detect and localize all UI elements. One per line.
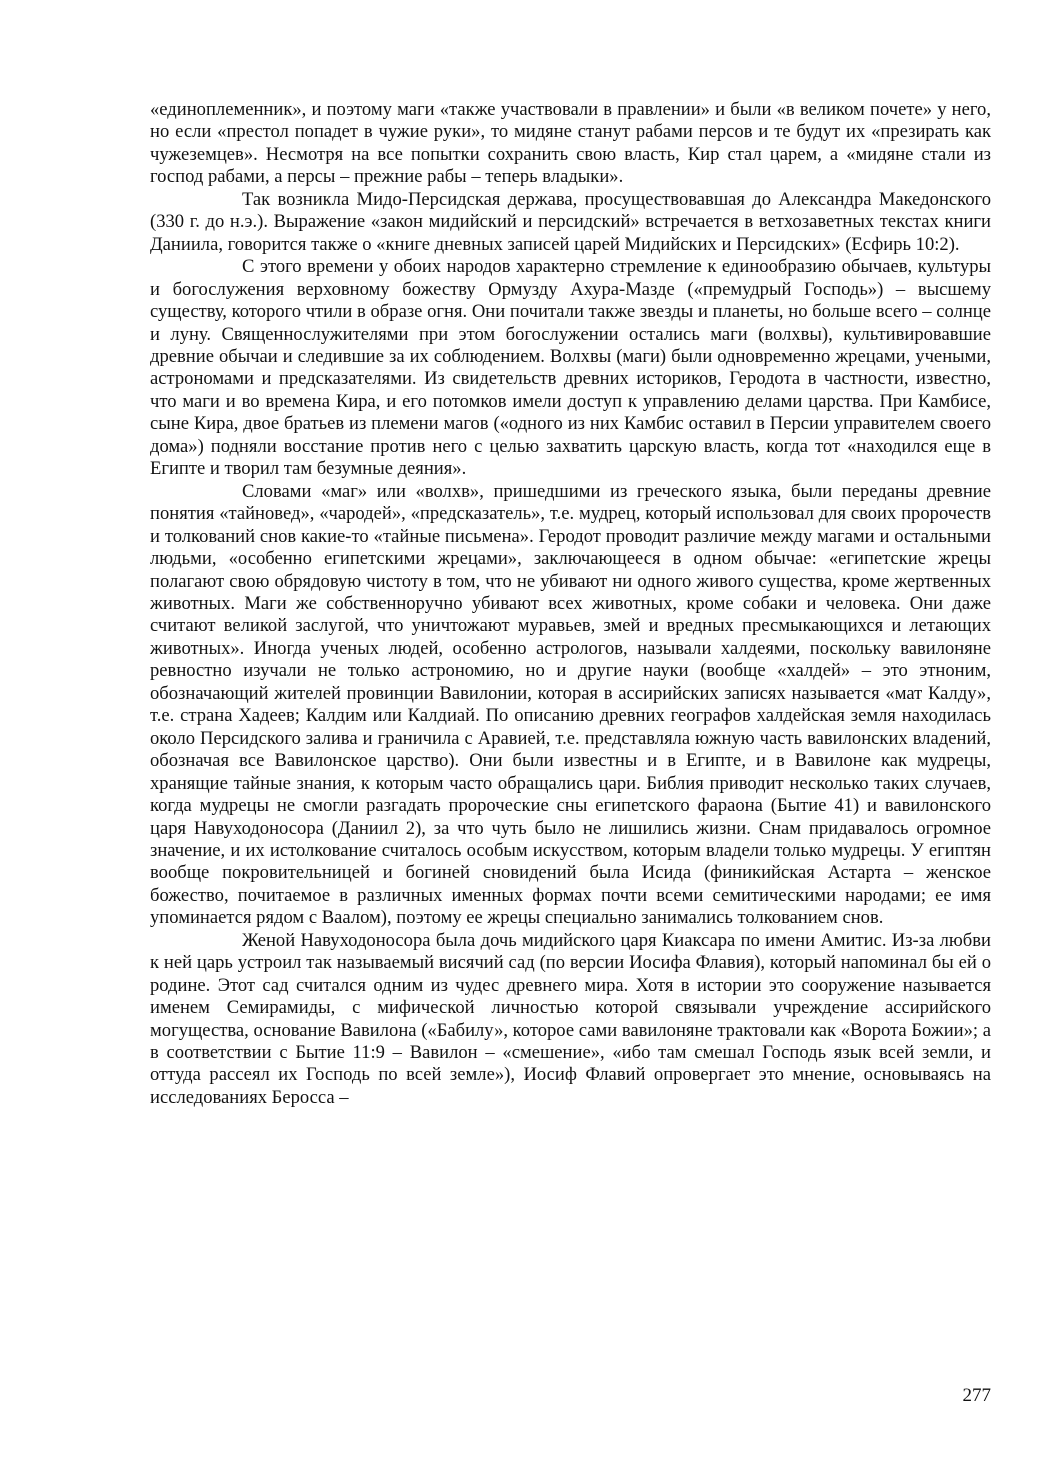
paragraph-medo-persian-empire: Так возникла Мидо-Персидская держава, просуществовавшая до Александра Македонского (330 г. до н.э.). Выражение «закон мидийский и персидский» встречается в ветхозаветных текстах книги Даниила, говорится также о «книге дневных записей царей Мидийских и Персидских» (Есфирь 10:2). bbox=[150, 188, 991, 255]
paragraph-continuation: «единоплеменник», и поэтому маги «также участвовали в правлении» и были «в великом почете» у него, но если «престол попадет в чужие руки», то мидяне станут рабами персов и те будут их «презирать как чужеземцев». Несмотря на все попытки сохранить свою власть, Кир стал царем, а «мидяне стали из господ рабами, а персы – прежние рабы – теперь владыки». bbox=[150, 99, 991, 188]
paragraph-magi-chaldeans: Словами «маг» или «волхв», пришедшими из греческого языка, были переданы древние понятия «тайновед», «чародей», «предсказатель», т.е. мудрец, который использовал для своих пророчеств и толкований снов какие-то «тайные письмена». Геродот проводит различие между магами и остальными людьми, «особенно египетскими жрецами», заключающееся в одном обычае: «египетские жрецы полагают свою обрядовую чистоту в том, что не убивают ни одного живого существа, кроме жертвенных животных. Маги же собственноручно убивают всех животных, кроме собаки и человека. Они даже считают великой заслугой, что уничтожают муравьев, змей и вредных пресмыкающихся и летающих животных». Иногда ученых людей, особенно астрологов, называли халдеями, поскольку вавилоняне ревностно изучали не только астрономию, но и другие науки (вообще «халдей» – это этноним, обозначающий жителей провинции Вавилонии, которая в ассирийских записях называется «мат Калду», т.е. страна Хадеев; Калдим или Калдиай. По описанию древних географов халдейская земля находилась около Персидского залива и граничила с Аравией, т.е. представляла южную часть вавилонских владений, обозначая все Вавилонское царство). Они были известны и в Египте, и в Вавилоне как мудрецы, хранящие тайные знания, к которым часто обращались цари. Библия приводит несколько таких случаев, когда мудрецы не смогли разгадать пророческие сны египетского фараона (Бытие 41) и вавилонского царя Навуходоносора (Даниил 2), за что чуть было не лишились жизни. Снам придавалось огромное значение, и их истолкование считалось особым искусством, которым владели только мудрецы. У египтян вообще покровительницей и богиней сновидений была Исида (финикийская Астарта – женское божество, почитаемое в различных именных формах почти всеми семитическими народами; ее имя упоминается рядом с Ваалом), поэтому ее жрецы специально занимались толкованием снов. bbox=[150, 480, 991, 929]
page-body-text bbox=[150, 99, 991, 1109]
paragraph-hanging-gardens: Женой Навуходоносора была дочь мидийского царя Киаксара по имени Амитис. Из-за любви к ней царь устроил так называемый висячий сад (по версии Иосифа Флавия), который напоминал бы ей о родине. Этот сад считался одним из чудес древнего мира. Хотя в истории это сооружение называется именем Семирамиды, с мифической личностью которой связывали учреждение ассирийского могущества, основание Вавилона («Бабилу», которое сами вавилоняне трактовали как «Ворота Божии»; а в соответствии с Бытие 11:9 – Вавилон – «смешение», «ибо там смешал Господь язык всей земли, и оттуда рассеял их Господь по всей земле»), Иосиф Флавий опровергает это мнение, основываясь на исследованиях Беросса – bbox=[150, 929, 991, 1108]
paragraph-worship-customs: С этого времени у обоих народов характерно стремление к единообразию обычаев, культуры и богослужения верховному божеству Ормузду Ахура-Мазде («премудрый Господь») – высшему существу, которого чтили в образе огня. Они почитали также звезды и планеты, но больше всего – солнце и луну. Священнослужителями при этом богослужении остались маги (волхвы), культивировавшие древние обычаи и следившие за их соблюдением. Волхвы (маги) были одновременно жрецами, учеными, астрономами и предсказателями. Из свидетельств древних историков, Геродота в частности, известно, что маги и во времена Кира, и его потомков имели доступ к управлению делами царства. При Камбисе, сыне Кира, двое братьев из племени магов («одного из них Камбис оставил в Персии управителем своего дома») подняли восстание против него с целью захватить царскую власть, когда тот «находился еще в Египте и творил там безумные деяния». bbox=[150, 256, 991, 480]
page-number: 277 bbox=[962, 1385, 991, 1406]
